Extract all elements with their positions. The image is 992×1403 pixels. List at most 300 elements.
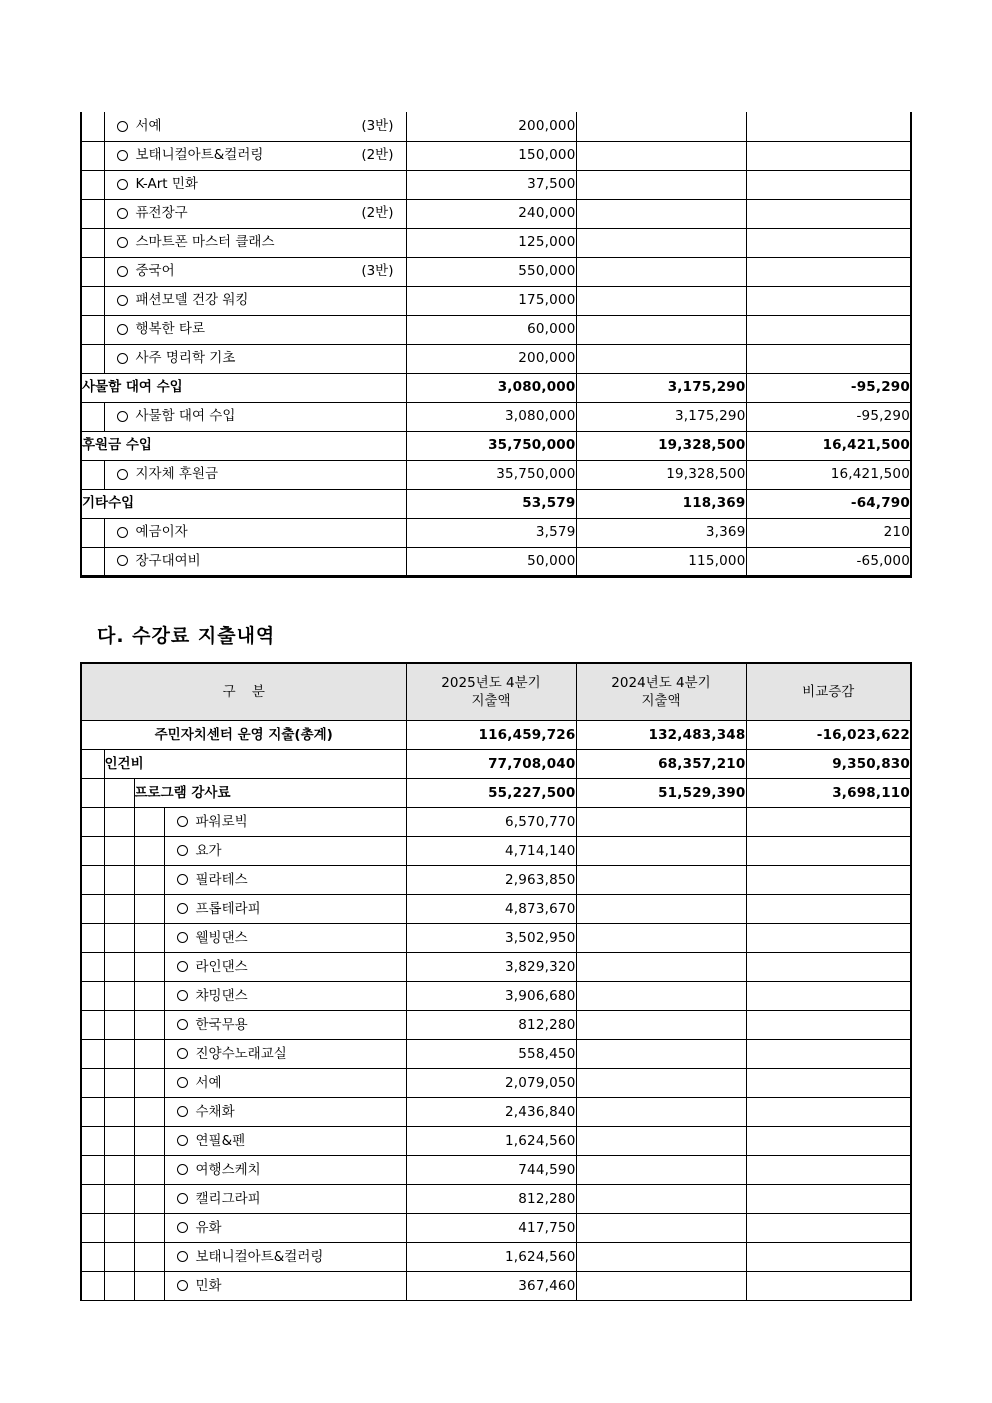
indent-cell (81, 779, 104, 808)
indent-cell (134, 953, 164, 982)
amount-2025: 367,460 (406, 1272, 576, 1301)
amount-2025: 744,590 (406, 1156, 576, 1185)
amount-diff (746, 1069, 911, 1098)
page-bottom-clip (0, 1310, 992, 1403)
program-name: 중국어 (135, 263, 175, 280)
circle-bullet-icon (177, 1280, 188, 1291)
program-name: 스마트폰 마스터 클래스 (135, 234, 275, 251)
program-label-cell (164, 1243, 406, 1272)
circle-bullet-icon (177, 874, 188, 885)
item-name: 장구대여비 (135, 552, 201, 569)
amount-2025: 2,963,850 (406, 866, 576, 895)
amount-diff (746, 895, 911, 924)
program-name: 요가 (195, 842, 222, 859)
program-class-note: (3반) (361, 118, 394, 135)
program-class-note: (3반) (361, 263, 394, 280)
table-row (81, 344, 911, 373)
table-row (81, 1185, 911, 1214)
table-row (81, 808, 911, 837)
circle-bullet-icon (177, 816, 188, 827)
group-amount-diff: 16,421,500 (746, 431, 911, 460)
amount-2024 (576, 982, 746, 1011)
table-row (81, 1011, 911, 1040)
program-name: 사주 명리학 기초 (135, 350, 236, 367)
amount-diff (746, 1011, 911, 1040)
program-name: 행복한 타로 (135, 321, 205, 338)
program-name: 유화 (195, 1219, 222, 1236)
amount-diff (746, 1272, 911, 1301)
circle-bullet-icon (117, 324, 128, 335)
amount-2025: 1,624,560 (406, 1127, 576, 1156)
table-row (81, 228, 911, 257)
table-row (81, 837, 911, 866)
indent-cell (104, 866, 134, 895)
circle-bullet-icon (117, 150, 128, 161)
amount-2024 (576, 1011, 746, 1040)
indent-cell (104, 1127, 134, 1156)
indent-cell (81, 315, 104, 344)
amount-diff (746, 257, 911, 286)
total-amount-2025: 116,459,726 (406, 721, 576, 750)
amount-2024 (576, 895, 746, 924)
program-label-cell (104, 257, 406, 286)
circle-bullet-icon (117, 295, 128, 306)
group-label: 후원금 수입 (81, 431, 406, 460)
circle-bullet-icon (117, 555, 128, 566)
indent-cell (81, 286, 104, 315)
group-row (81, 489, 911, 518)
program-name: 서예 (195, 1074, 222, 1091)
indent-cell (104, 895, 134, 924)
indent-cell (134, 1127, 164, 1156)
amount-2024: 19,328,500 (576, 460, 746, 489)
amount-diff: 210 (746, 518, 911, 547)
amount-2025: 3,579 (406, 518, 576, 547)
program-label-cell (164, 1185, 406, 1214)
amount-2024 (576, 228, 746, 257)
table-row (81, 1069, 911, 1098)
income-table (80, 112, 912, 578)
amount-2025: 812,280 (406, 1185, 576, 1214)
program-label-cell (164, 866, 406, 895)
level2-row (81, 779, 911, 808)
amount-2025: 35,750,000 (406, 460, 576, 489)
group-label: 기타수입 (81, 489, 406, 518)
amount-2025: 175,000 (406, 286, 576, 315)
amount-diff (746, 808, 911, 837)
group-label: 사물함 대여 수입 (81, 373, 406, 402)
amount-2025: 2,436,840 (406, 1098, 576, 1127)
indent-cell (134, 837, 164, 866)
indent-cell (104, 953, 134, 982)
item-name: 예금이자 (135, 524, 188, 541)
header-2025-line2: 지출액 (471, 693, 511, 709)
program-name: 파워로빅 (195, 813, 248, 830)
amount-2024 (576, 924, 746, 953)
indent-cell (104, 1156, 134, 1185)
indent-cell (104, 1214, 134, 1243)
indent-cell (104, 1011, 134, 1040)
program-label-cell (164, 808, 406, 837)
table-row (81, 1214, 911, 1243)
program-name: 챠밍댄스 (195, 987, 248, 1004)
amount-2024: 115,000 (576, 547, 746, 576)
amount-2025: 3,906,680 (406, 982, 576, 1011)
program-label-cell (104, 170, 406, 199)
circle-bullet-icon (177, 845, 188, 856)
table-row (81, 286, 911, 315)
program-label-cell (164, 1214, 406, 1243)
item-label-cell (104, 460, 406, 489)
amount-2024 (576, 1040, 746, 1069)
amount-2025: 4,714,140 (406, 837, 576, 866)
circle-bullet-icon (177, 1193, 188, 1204)
table-row (81, 518, 911, 547)
total-amount-2024: 132,483,348 (576, 721, 746, 750)
amount-2024 (576, 315, 746, 344)
indent-cell (134, 1243, 164, 1272)
amount-2024 (576, 1272, 746, 1301)
indent-cell (81, 953, 104, 982)
circle-bullet-icon (117, 411, 128, 422)
amount-2024 (576, 1185, 746, 1214)
amount-2024 (576, 808, 746, 837)
amount-diff (746, 1185, 911, 1214)
amount-2024 (576, 344, 746, 373)
amount-2025: 4,873,670 (406, 895, 576, 924)
indent-cell (81, 518, 104, 547)
section-heading: 다. 수강료 지출내역 (97, 625, 276, 647)
circle-bullet-icon (177, 1164, 188, 1175)
item-name: 지자체 후원금 (135, 466, 219, 483)
amount-2025: 240,000 (406, 199, 576, 228)
amount-2024 (576, 112, 746, 141)
level1-amount-2024: 68,357,210 (576, 750, 746, 779)
indent-cell (81, 1040, 104, 1069)
indent-cell (104, 1098, 134, 1127)
table-row (81, 402, 911, 431)
amount-2024 (576, 257, 746, 286)
amount-2024 (576, 199, 746, 228)
indent-cell (81, 1185, 104, 1214)
indent-cell (104, 808, 134, 837)
circle-bullet-icon (117, 237, 128, 248)
program-class-note: (2반) (361, 147, 394, 164)
indent-cell (104, 1272, 134, 1301)
level1-amount-diff: 9,350,830 (746, 750, 911, 779)
header-gubun: 구 분 (81, 663, 406, 721)
header-2024-line1: 2024년도 4분기 (611, 674, 711, 691)
indent-cell (134, 1069, 164, 1098)
table-row (81, 982, 911, 1011)
item-name: 사물함 대여 수입 (135, 408, 236, 425)
indent-cell (104, 1040, 134, 1069)
program-name: 보태니컬아트&컬러링 (135, 147, 264, 164)
header-2025 (406, 663, 576, 721)
amount-2025: 200,000 (406, 112, 576, 141)
program-name: 패션모델 건강 워킹 (135, 292, 249, 309)
amount-diff (746, 982, 911, 1011)
indent-cell (104, 837, 134, 866)
amount-diff (746, 112, 911, 141)
amount-diff (746, 1040, 911, 1069)
indent-cell (81, 837, 104, 866)
amount-diff (746, 953, 911, 982)
indent-cell (134, 1272, 164, 1301)
table-row (81, 112, 911, 141)
table-row (81, 895, 911, 924)
circle-bullet-icon (177, 932, 188, 943)
level1-label: 인건비 (104, 750, 406, 779)
program-name: 퓨전장구 (135, 205, 188, 222)
amount-diff (746, 1243, 911, 1272)
amount-diff (746, 228, 911, 257)
amount-2024 (576, 866, 746, 895)
income-table-body (81, 112, 911, 576)
circle-bullet-icon (177, 1251, 188, 1262)
program-name: 캘리그라피 (195, 1190, 261, 1207)
amount-2025: 417,750 (406, 1214, 576, 1243)
program-label-cell (104, 286, 406, 315)
program-label-cell (164, 1098, 406, 1127)
circle-bullet-icon (117, 266, 128, 277)
amount-2024 (576, 286, 746, 315)
table-row (81, 257, 911, 286)
circle-bullet-icon (117, 469, 128, 480)
indent-cell (134, 924, 164, 953)
total-row (81, 721, 911, 750)
program-label-cell (164, 1011, 406, 1040)
table-row (81, 460, 911, 489)
amount-2025: 60,000 (406, 315, 576, 344)
item-label-cell (104, 547, 406, 576)
indent-cell (104, 1185, 134, 1214)
table-row (81, 924, 911, 953)
amount-diff (746, 1156, 911, 1185)
indent-cell (134, 1156, 164, 1185)
amount-2024 (576, 953, 746, 982)
group-row (81, 373, 911, 402)
indent-cell (81, 344, 104, 373)
amount-2025: 50,000 (406, 547, 576, 576)
indent-cell (81, 1127, 104, 1156)
program-name: 진양수노래교실 (195, 1045, 287, 1062)
amount-2024 (576, 837, 746, 866)
table-row (81, 953, 911, 982)
program-label-cell (164, 837, 406, 866)
amount-2025: 150,000 (406, 141, 576, 170)
amount-2024 (576, 1127, 746, 1156)
amount-2025: 1,624,560 (406, 1243, 576, 1272)
indent-cell (81, 1069, 104, 1098)
total-amount-diff: -16,023,622 (746, 721, 911, 750)
program-label-cell (164, 953, 406, 982)
indent-cell (81, 199, 104, 228)
indent-cell (134, 895, 164, 924)
table-row (81, 866, 911, 895)
table-row (81, 547, 911, 576)
circle-bullet-icon (177, 1222, 188, 1233)
program-name: 서예 (135, 118, 162, 135)
group-amount-diff: -64,790 (746, 489, 911, 518)
indent-cell (104, 982, 134, 1011)
amount-2025: 125,000 (406, 228, 576, 257)
program-label-cell (104, 199, 406, 228)
group-row (81, 431, 911, 460)
indent-cell (134, 1214, 164, 1243)
indent-cell (81, 170, 104, 199)
indent-cell (81, 228, 104, 257)
indent-cell (81, 112, 104, 141)
amount-2024: 3,175,290 (576, 402, 746, 431)
amount-2024: 3,369 (576, 518, 746, 547)
item-label-cell (104, 402, 406, 431)
program-label-cell (164, 1127, 406, 1156)
indent-cell (81, 866, 104, 895)
indent-cell (81, 257, 104, 286)
amount-2025: 3,829,320 (406, 953, 576, 982)
program-name: K-Art 민화 (135, 176, 198, 193)
table-row (81, 199, 911, 228)
amount-2025: 3,502,950 (406, 924, 576, 953)
indent-cell (104, 1243, 134, 1272)
level2-label: 프로그램 강사료 (134, 779, 406, 808)
table-row (81, 1127, 911, 1156)
indent-cell (81, 402, 104, 431)
circle-bullet-icon (117, 353, 128, 364)
amount-diff (746, 924, 911, 953)
group-amount-2025: 35,750,000 (406, 431, 576, 460)
level1-amount-2025: 77,708,040 (406, 750, 576, 779)
circle-bullet-icon (177, 1048, 188, 1059)
indent-cell (81, 1243, 104, 1272)
header-diff: 비교증감 (746, 663, 911, 721)
program-name: 웰빙댄스 (195, 929, 248, 946)
indent-cell (134, 1040, 164, 1069)
circle-bullet-icon (177, 1019, 188, 1030)
amount-diff (746, 1127, 911, 1156)
amount-2025: 200,000 (406, 344, 576, 373)
amount-2024 (576, 1156, 746, 1185)
table-row (81, 170, 911, 199)
group-amount-diff: -95,290 (746, 373, 911, 402)
amount-2025: 2,079,050 (406, 1069, 576, 1098)
amount-2024 (576, 1069, 746, 1098)
amount-diff (746, 1214, 911, 1243)
amount-2024 (576, 141, 746, 170)
circle-bullet-icon (177, 990, 188, 1001)
indent-cell (81, 1098, 104, 1127)
indent-cell (134, 1098, 164, 1127)
group-amount-2024: 19,328,500 (576, 431, 746, 460)
amount-diff (746, 344, 911, 373)
indent-cell (134, 1185, 164, 1214)
indent-cell (81, 750, 104, 779)
amount-2025: 3,080,000 (406, 402, 576, 431)
amount-2024 (576, 1243, 746, 1272)
item-label-cell (104, 518, 406, 547)
circle-bullet-icon (117, 121, 128, 132)
table-row (81, 315, 911, 344)
level1-row (81, 750, 911, 779)
indent-cell (81, 924, 104, 953)
amount-diff: -65,000 (746, 547, 911, 576)
header-2024-line2: 지출액 (641, 693, 681, 709)
amount-diff (746, 286, 911, 315)
amount-diff (746, 837, 911, 866)
indent-cell (104, 924, 134, 953)
level2-amount-diff: 3,698,110 (746, 779, 911, 808)
amount-2024 (576, 170, 746, 199)
amount-2024 (576, 1098, 746, 1127)
amount-diff (746, 170, 911, 199)
amount-diff: 16,421,500 (746, 460, 911, 489)
program-label-cell (164, 1040, 406, 1069)
amount-2024 (576, 1214, 746, 1243)
program-label-cell (164, 895, 406, 924)
header-2024 (576, 663, 746, 721)
amount-diff: -95,290 (746, 402, 911, 431)
amount-diff (746, 199, 911, 228)
indent-cell (81, 808, 104, 837)
indent-cell (104, 1069, 134, 1098)
group-amount-2025: 3,080,000 (406, 373, 576, 402)
program-name: 한국무용 (195, 1016, 248, 1033)
program-label-cell (164, 1156, 406, 1185)
amount-2025: 37,500 (406, 170, 576, 199)
circle-bullet-icon (177, 1077, 188, 1088)
amount-2025: 550,000 (406, 257, 576, 286)
indent-cell (134, 1011, 164, 1040)
circle-bullet-icon (177, 1135, 188, 1146)
indent-cell (81, 141, 104, 170)
indent-cell (81, 1011, 104, 1040)
program-label-cell (104, 228, 406, 257)
group-amount-2024: 118,369 (576, 489, 746, 518)
program-label-cell (164, 924, 406, 953)
table-header-row (81, 663, 911, 721)
indent-cell (81, 1214, 104, 1243)
table-row (81, 1243, 911, 1272)
amount-2025: 558,450 (406, 1040, 576, 1069)
program-label-cell (104, 315, 406, 344)
indent-cell (134, 808, 164, 837)
indent-cell (104, 779, 134, 808)
indent-cell (81, 1272, 104, 1301)
group-amount-2025: 53,579 (406, 489, 576, 518)
program-name: 라인댄스 (195, 958, 248, 975)
circle-bullet-icon (117, 208, 128, 219)
indent-cell (81, 1156, 104, 1185)
amount-diff (746, 315, 911, 344)
table-row (81, 141, 911, 170)
program-label-cell (104, 112, 406, 141)
circle-bullet-icon (177, 1106, 188, 1117)
program-label-cell (164, 982, 406, 1011)
expense-table (80, 662, 912, 1301)
indent-cell (134, 866, 164, 895)
level2-amount-2025: 55,227,500 (406, 779, 576, 808)
total-label: 주민자치센터 운영 지출(총계) (81, 721, 406, 750)
program-label-cell (164, 1069, 406, 1098)
program-name: 민화 (195, 1277, 222, 1294)
program-class-note: (2반) (361, 205, 394, 222)
circle-bullet-icon (177, 961, 188, 972)
program-name: 보태니컬아트&컬러링 (195, 1248, 324, 1265)
header-2025-line1: 2025년도 4분기 (441, 674, 541, 691)
circle-bullet-icon (117, 527, 128, 538)
amount-diff (746, 866, 911, 895)
